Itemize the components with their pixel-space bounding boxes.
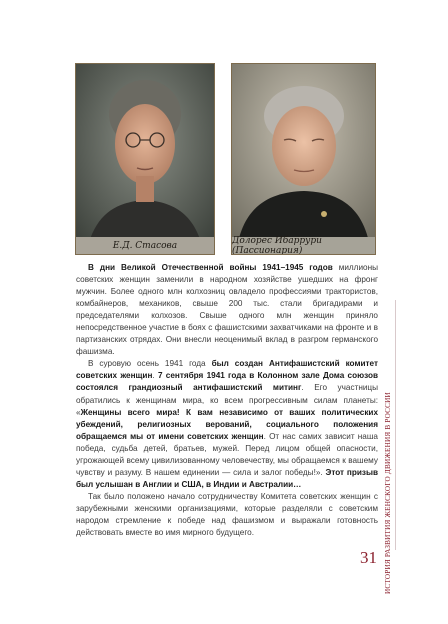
paragraph-2-bold-2: 7 сентября 1941 года в Колонном зале Дома союзов состоялся грандиозный антифашистский митинг [76, 371, 378, 393]
paragraph-2-part-1: В суровую осень 1941 года [88, 359, 212, 369]
page-number: 31 [360, 548, 377, 567]
portrait-ibarruri-image [232, 64, 375, 254]
paragraph-3: Так было положено начало сотрудничеству Комитета советских женщин с зарубежными женскими организациями, которые разделяли с советским народом стремление к победе над фашизмом и выражали готовность действовать вместе во имя мирного будущего. [76, 491, 378, 538]
paragraph-2 [76, 358, 378, 491]
paragraph-2-part-2: . [152, 371, 158, 381]
paragraph-1 [76, 262, 378, 358]
portrait-stasova [76, 64, 214, 254]
body-text [76, 262, 378, 539]
side-divider [395, 300, 396, 550]
paragraph-2-part-3: . Его участницы обратились к женщинам мира, ко всем прогрессивным силам планеты: « [76, 383, 378, 417]
paragraph-2-bold-4: Этот призыв был услышан в Англии и США, в Индии и Австралии… [76, 467, 378, 489]
portrait-ibarruri-caption: Долорес Ибаррури (Пассионария) [232, 237, 375, 254]
paragraph-1-body: миллионы советских женщин заменили в народном хозяйстве ушедших на фронг мужчин. Более одного млн колхозниц овладело профессиями трактористов, комбайнеров, механиков, свыше 200 тыс. стали бригадирами и председателями колхозов. Свыше одного млн женщин приняло непосредственное участие в боях с фашистскими захватчиками на фронте и в партизанских отрядах. Они внесли неоценимый вклад в разгром германского фашизма. [76, 263, 378, 357]
paragraph-2-bold-3: Женщины всего мира! К вам независимо от ваших политических убеждений, религиозных верований, социального положения обращаемся мы от имени советских женщин [76, 407, 378, 441]
portrait-stasova-caption: Е.Д. Стасова [76, 237, 214, 254]
running-title: ИСТОРИЯ РАЗВИТИЯ ЖЕНСКОГО ДВИЖЕНИЯ В РОССИИ [384, 392, 392, 594]
paragraph-2-part-4: . От нас самих зависит наша победа, судьба детей, братьев, мужей. Перед лицом общей опасности, угрожающей всему цивилизованному человечеству, мы обращаемся к вашему чувству и разуму. В нашем единении — сила и залог победы!». [76, 431, 378, 477]
paragraph-1-lead: В дни Великой Отечественной войны 1941–1945 годов [88, 263, 333, 272]
portrait-ibarruri [232, 64, 375, 254]
portrait-stasova-image [76, 64, 214, 254]
paragraph-2-bold-1: был создан Антифашистский комитет советских женщин [76, 359, 379, 381]
